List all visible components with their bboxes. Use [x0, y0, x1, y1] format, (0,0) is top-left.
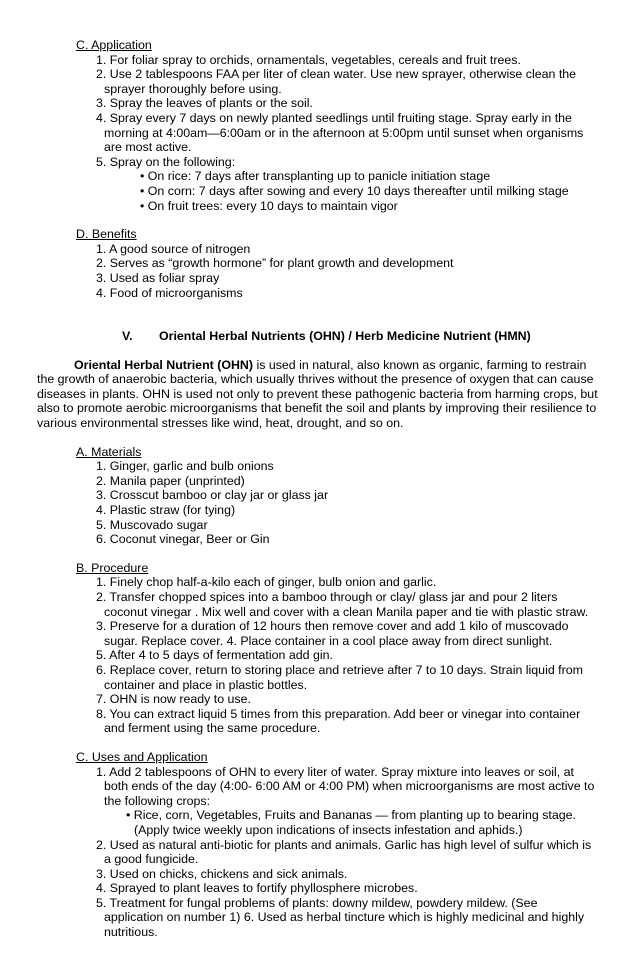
application-list [0, 53, 638, 214]
list-item: 3. Used on chicks, chickens and sick animals. [96, 866, 348, 881]
list-item: 3. Used as foliar spray [96, 270, 220, 285]
list-item: 5. After 4 to 5 days of fermentation add gin. [96, 648, 333, 663]
list-item: 3. Crosscut bamboo or clay jar or glass jar [96, 488, 329, 503]
intro-text: is used in natural, also known as organic, farming to restrain the growth of anaerobic bacteria, which usually thrives without the presence of oxygen that can cause diseases in plants. OHN is used not only to prevent these pathogenic bacteria from harming crops, but also to promote aerobic microorganisms that benefit the soil and plants by improving their resilience to various environmental stresses like wind, heat, drought, and so on. [37, 357, 598, 431]
list-item: 5. Treatment for fungal problems of plants: downy mildew, powdery mildew. (See application on number 1) 6. Used as herbal tincture which is highly medicinal and highly nutritious. [96, 895, 585, 940]
chapter-title [122, 329, 638, 344]
materials-list [0, 459, 638, 547]
chapter-number: V. [122, 329, 133, 344]
list-item: 1. A good source of nitrogen [96, 241, 251, 256]
intro-paragraph [37, 358, 605, 431]
list-item: 4. Spray every 7 days on newly planted seedlings until fruiting stage. Spray early in the morning at 4:00am—6:00am or in the afternoon at 5:00pm until sunset when organisms are most active. [96, 110, 584, 155]
list-item: 5. Muscovado sugar [96, 517, 208, 532]
section-heading-uses: C. Uses and Application [76, 749, 208, 764]
list-item: 4. Plastic straw (for tying) [96, 503, 236, 518]
list-item: 5. Spray on the following: [96, 154, 236, 169]
list-item: 1. Add 2 tablespoons of OHN to every liter of water. Spray mixture into leaves or soil, at both ends of the day (4:00- 6:00 AM or 4:00 PM) when microorganisms are most active to the following crops: [96, 764, 595, 808]
list-item: 3. Preserve for a duration of 12 hours then remove cover and add 1 kilo of muscovado sugar. Replace cover. 4. Place container in a cool place away from direct sunlight. [96, 619, 569, 648]
bullet-item: • On corn: 7 days after sowing and every 10 days thereafter until milking stage [140, 183, 569, 198]
list-item: 2. Manila paper (unprinted) [96, 473, 245, 488]
bullet-item: • Rice, corn, Vegetables, Fruits and Bananas — from planting up to bearing stage. (Apply twice weekly upon indications of insects infestation and aphids.) [126, 808, 576, 837]
section-heading-benefits: D. Benefits [76, 227, 137, 242]
benefits-list [0, 242, 638, 300]
list-item: 1. Finely chop half-a-kilo each of ginger, bulb onion and garlic. [96, 575, 437, 590]
section-heading-procedure: B. Procedure [76, 560, 149, 575]
list-item: 2. Used as natural anti-biotic for plants and animals. Garlic has high level of sulfur which is a good fungicide. [96, 837, 592, 867]
list-item: 6. Coconut vinegar, Beer or Gin [96, 532, 270, 547]
list-item: 4. Sprayed to plant leaves to fortify phyllosphere microbes. [96, 881, 418, 896]
bullet-item: • On rice: 7 days after transplanting up to panicle initiation stage [140, 169, 491, 184]
list-item: 2. Use 2 tablespoons FAA per liter of clean water. Use new sprayer, otherwise clean the sprayer thoroughly before using. [96, 67, 577, 96]
list-item: 4. Food of microorganisms [96, 285, 243, 300]
list-item: 2. Serves as “growth hormone” for plant growth and development [96, 256, 454, 271]
list-item: 3. Spray the leaves of plants or the soil. [96, 96, 313, 111]
bullet-item: • On fruit trees: every 10 days to maintain vigor [140, 198, 398, 213]
procedure-list [0, 575, 638, 736]
section-heading-materials: A. Materials [76, 444, 142, 459]
list-item: 2. Transfer chopped spices into a bamboo through or clay/ glass jar and pour 2 liters coconut vinegar . Mix well and cover with a clean Manila paper and tie with plastic straw. [96, 590, 589, 619]
document-page [0, 38, 638, 940]
list-item: 7. OHN is now ready to use. [96, 692, 251, 707]
list-item: 1. For foliar spray to orchids, ornamentals, vegetables, cereals and fruit trees. [96, 52, 521, 67]
chapter-title-text: Oriental Herbal Nutrients (OHN) / Herb Medicine Nutrient (HMN) [159, 329, 531, 344]
list-item: 1. Ginger, garlic and bulb onions [96, 459, 274, 474]
list-item: 8. You can extract liquid 5 times from this preparation. Add beer or vinegar into container and ferment using the same procedure. [96, 706, 581, 736]
intro-bold-term: Oriental Herbal Nutrient (OHN) [74, 357, 253, 372]
section-heading-application: C. Application [76, 38, 152, 52]
uses-list [0, 765, 638, 940]
list-item: 6. Replace cover, return to storing place and retrieve after 7 to 10 days. Strain liquid from container and place in plastic bottles. [96, 662, 583, 692]
